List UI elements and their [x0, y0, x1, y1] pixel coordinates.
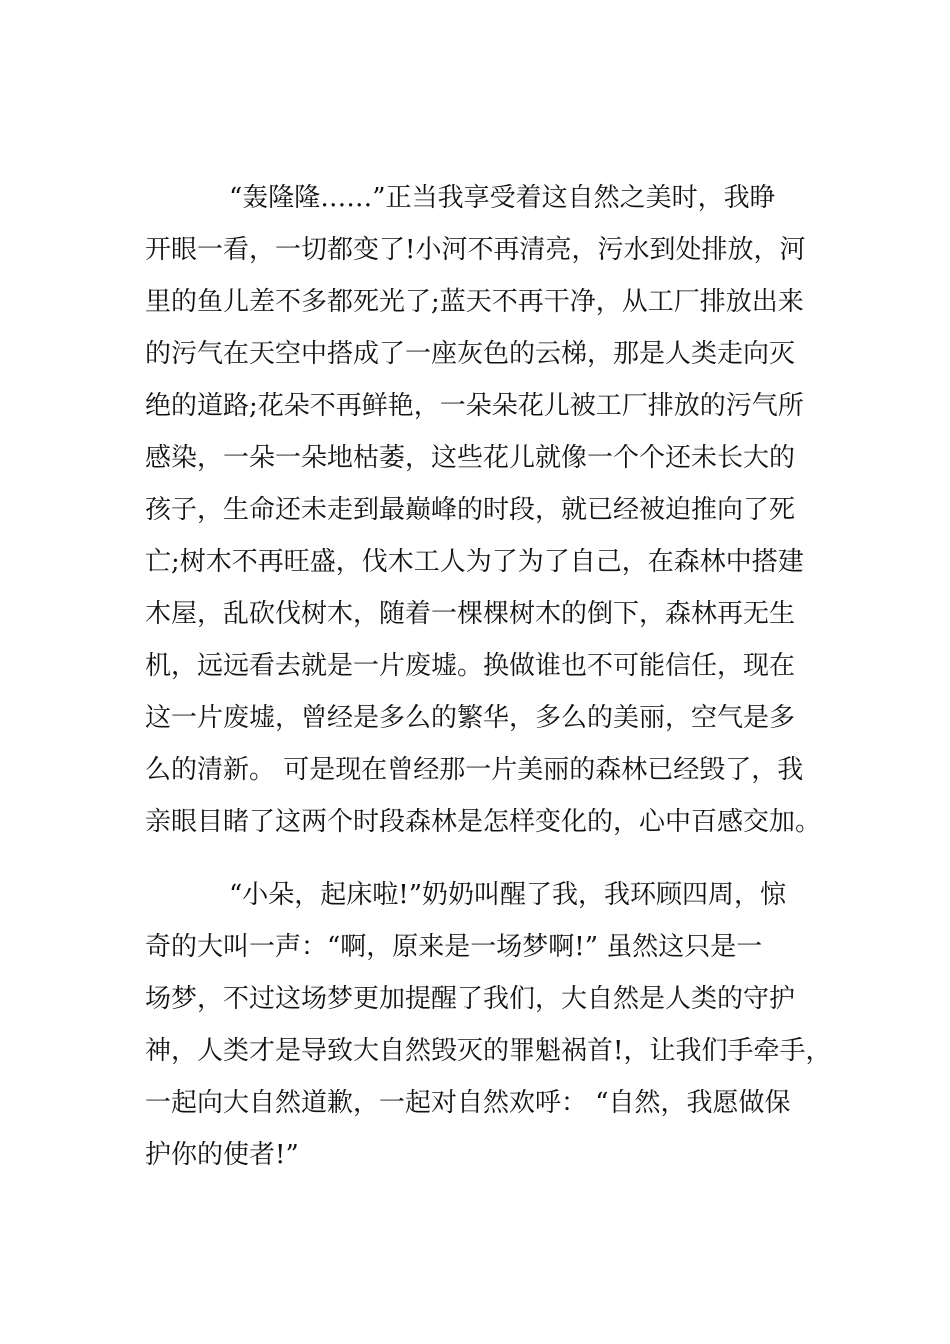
paragraph-1: [145, 172, 822, 848]
paragraph-line: “轰隆隆……”正当我享受着这自然之美时，我睁: [229, 183, 776, 213]
paragraph-line: 亲眼目睹了这两个时段森林是怎样变化的，心中百感交加。: [145, 807, 822, 837]
paragraph-2: [145, 869, 832, 1181]
paragraph-line: 的污气在天空中搭成了一座灰色的云梯，那是人类走向灭: [145, 339, 796, 369]
paragraph-line: 里的鱼儿差不多都死光了;蓝天不再干净，从工厂排放出来: [145, 287, 804, 317]
paragraph-line: 感染，一朵一朵地枯萎，这些花儿就像一个个还未长大的: [145, 443, 796, 473]
paragraph-line: 么的清新。 可是现在曾经那一片美丽的森林已经毁了，我: [145, 755, 804, 785]
paragraph-line: 孩子，生命还未走到最巅峰的时段，就已经被迫推向了死: [145, 495, 796, 525]
paragraph-line: 护你的使者!”: [145, 1140, 299, 1170]
paragraph-line: 神，人类才是导致大自然毁灭的罪魁祸首!，让我们手牵手，: [145, 1036, 832, 1066]
paragraph-line: 开眼一看，一切都变了!小河不再清亮，污水到处排放，河: [145, 235, 806, 265]
paragraph-line: 亡;树木不再旺盛，伐木工人为了为了自己，在森林中搭建: [145, 547, 804, 577]
paragraph-line: 一起向大自然道歉，一起对自然欢呼： “自然，我愿做保: [145, 1088, 791, 1118]
paragraph-line: 绝的道路;花朵不再鲜艳，一朵朵花儿被工厂排放的污气所: [145, 391, 804, 421]
paragraph-line: 机，远远看去就是一片废墟。换做谁也不可能信任，现在: [145, 651, 796, 681]
paragraph-line: 这一片废墟，曾经是多么的繁华，多么的美丽，空气是多: [145, 703, 796, 733]
paragraph-line: 奇的大叫一声：“啊，原来是一场梦啊!” 虽然这只是一: [145, 932, 763, 962]
paragraph-line: “小朵，起床啦!”奶奶叫醒了我，我环顾四周，惊: [229, 880, 787, 910]
paragraph-line: 场梦，不过这场梦更加提醒了我们，大自然是人类的守护: [145, 984, 796, 1014]
paragraph-line: 木屋，乱砍伐树木，随着一棵棵树木的倒下，森林再无生: [145, 599, 796, 629]
